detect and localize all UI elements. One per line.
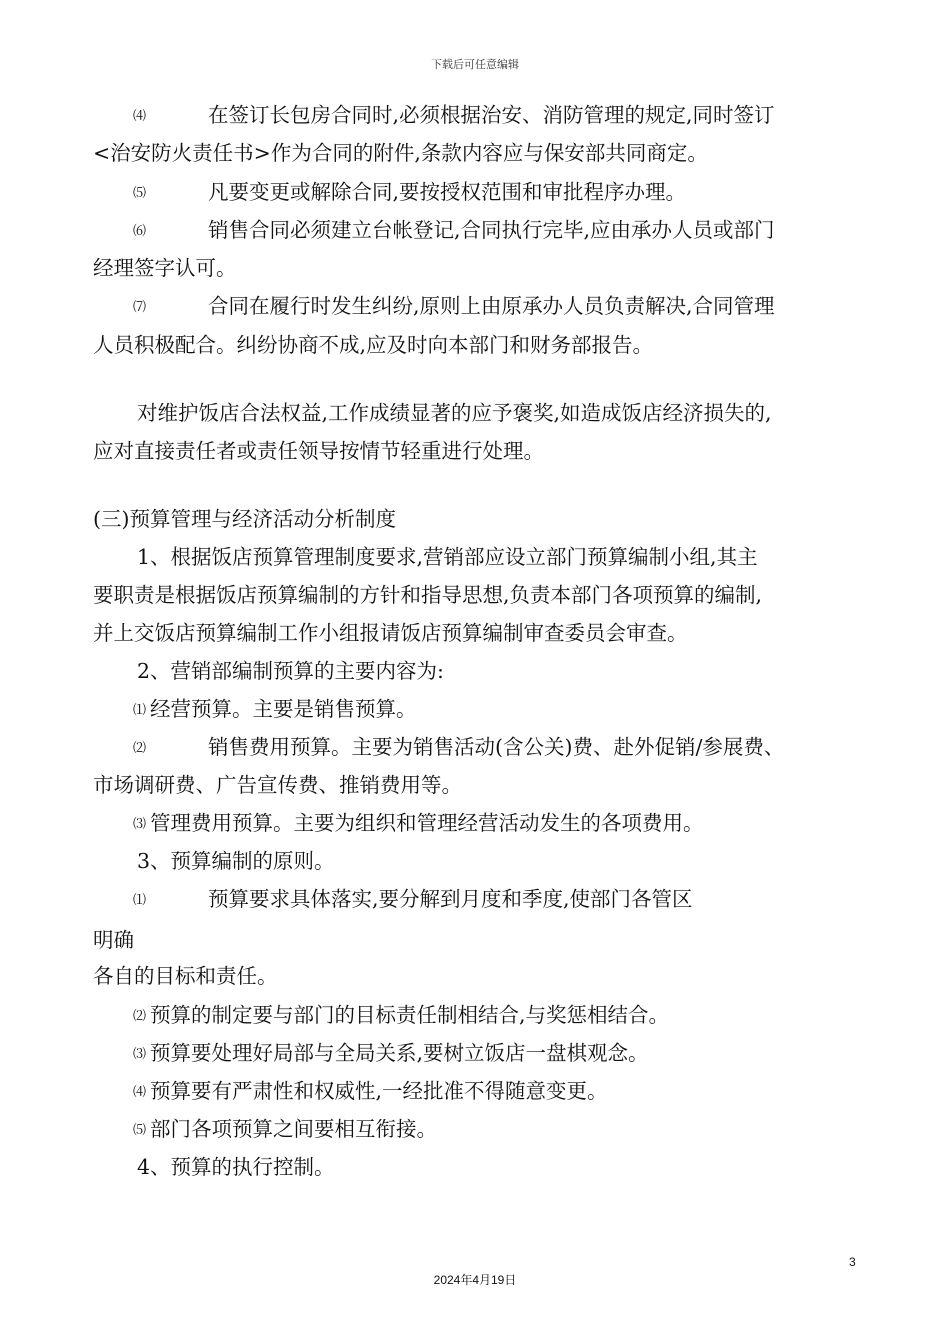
paragraph-line [133,1005,669,1026]
paragraph-line [133,813,704,834]
line-text: 经理签字认可。 [93,256,237,280]
line-text: <治安防火责任书>作为合同的附件,条款内容应与保安部共同商定。 [93,141,708,165]
paragraph-line [93,335,653,356]
paragraph-line [93,143,708,164]
paragraph-line [133,737,784,758]
paragraph-line [137,547,758,568]
line-text: 要职责是根据饭店预算编制的方针和指导思想,负责本部门各项预算的编制, [93,583,763,607]
line-text: 3、预算编制的原则。 [137,849,335,873]
paragraph-line [133,220,775,241]
line-text: 管理费用预算。主要为组织和管理经营活动发生的各项费用。 [150,811,704,835]
paragraph-line [137,661,444,682]
item-number: ⑸ [133,186,147,201]
line-text: 各自的目标和责任。 [93,964,278,988]
item-number: ⑶ [133,1047,147,1062]
line-text: 1、根据饭店预算管理制度要求,营销部应设立部门预算编制小组,其主 [137,545,758,569]
line-text: 销售费用预算。主要为销售活动(含公关)费、赴外促销/参展费、 [208,735,785,759]
line-text: 预算的制定要与部门的目标责任制相结合,与奖惩相结合。 [150,1003,670,1027]
paragraph-line [93,441,544,462]
item-number: ⑷ [133,109,147,124]
paragraph-line [93,258,237,279]
line-text: 销售合同必须建立台帐登记,合同执行完毕,应由承办人员或部门 [208,218,775,242]
item-number: ⑵ [133,741,147,756]
paragraph-line [93,930,134,951]
section-heading [93,509,396,530]
line-text: 经营预算。主要是销售预算。 [150,697,417,721]
line-text: 预算要处理好局部与全局关系,要树立饭店一盘棋观念。 [150,1041,649,1065]
item-number: ⑸ [133,1123,147,1138]
line-text: 明确 [93,928,134,952]
line-text: 合同在履行时发生纠纷,原则上由原承办人员负责解决,合同管理 [208,294,775,318]
paragraph-line [133,1119,437,1140]
paragraph-line [133,889,693,910]
line-text: 并上交饭店预算编制工作小组报请饭店预算编制审查委员会审查。 [93,621,688,645]
paragraph-line [93,775,462,796]
page-header-note: 下载后可任意编辑 [431,58,519,71]
line-text: 市场调研费、广告宣传费、推销费用等。 [93,773,462,797]
paragraph-line [133,182,686,203]
paragraph-line [133,105,775,126]
line-text: 对维护饭店合法权益,工作成绩显著的应予褒奖,如造成饭店经济损失的, [137,401,772,425]
item-number: ⑺ [133,300,147,315]
line-text: 预算要有严肃性和权威性,一经批准不得随意变更。 [150,1079,608,1103]
item-number: ⑷ [133,1085,147,1100]
line-text: 预算要求具体落实,要分解到月度和季度,使部门各管区 [208,887,693,911]
item-number: ⑴ [133,893,147,908]
paragraph-line [133,699,417,720]
line-text: (三)预算管理与经济活动分析制度 [93,507,396,531]
item-number: ⑶ [133,817,147,832]
line-text: 4、预算的执行控制。 [137,1155,335,1179]
paragraph-line [133,1081,608,1102]
item-number: ⑴ [133,703,147,718]
paragraph-line [137,403,772,424]
paragraph-line [93,966,278,987]
paragraph-line [137,1157,335,1178]
footer-date: 2024年4月19日 [433,1273,517,1287]
paragraph-line [133,296,775,317]
paragraph-line [93,585,762,606]
line-text: 2、营销部编制预算的主要内容为: [137,659,444,683]
paragraph-line [93,623,688,644]
page-number: 3 [849,1255,856,1269]
paragraph-line [137,851,335,872]
line-text: 部门各项预算之间要相互衔接。 [150,1117,438,1141]
line-text: 在签订长包房合同时,必须根据治安、消防管理的规定,同时签订 [208,103,775,127]
line-text: 人员积极配合。纠纷协商不成,应及时向本部门和财务部报告。 [93,333,654,357]
paragraph-line [133,1043,649,1064]
item-number: ⑹ [133,224,147,239]
item-number: ⑵ [133,1009,147,1024]
line-text: 凡要变更或解除合同,要按授权范围和审批程序办理。 [208,180,687,204]
line-text: 应对直接责任者或责任领导按情节轻重进行处理。 [93,439,544,463]
